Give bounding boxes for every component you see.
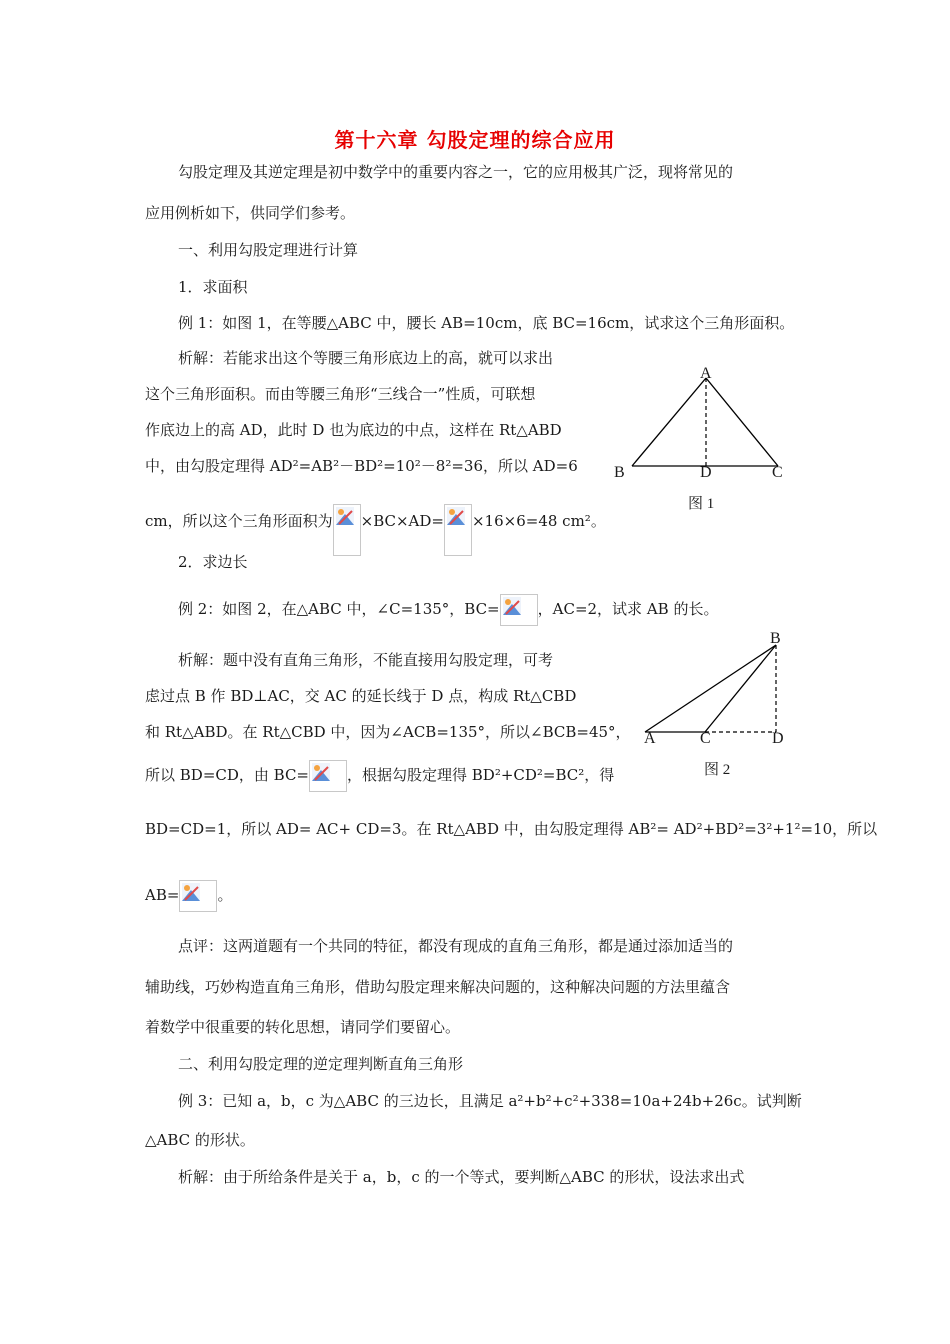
figure-1-point-d: D [700, 464, 712, 481]
example-2-analysis-line: BD=CD=1，所以 AD= AC+ CD=3。在 Rt△ABD 中，由勾股定理得 AB²= AD²+BD²=3²+1²=10，所以 [145, 820, 878, 838]
text-segment: ，根据勾股定理得 BD²+CD²=BC²，得 [347, 766, 615, 784]
text-segment: cm，所以这个三角形面积为 [145, 512, 333, 530]
example-2-analysis-line: 和 Rt△ABD。在 Rt△CBD 中，因为∠ACB=135°，所以∠BCB=45°， [145, 723, 631, 741]
page-title: 第十六章 勾股定理的综合应用 [334, 128, 616, 152]
subsection-1-heading: 1．求面积 [178, 278, 248, 296]
comment-line: 着数学中很重要的转化思想，请同学们要留心。 [145, 1018, 461, 1036]
figure-1-point-c: C [772, 464, 783, 481]
example-1-analysis-line: 作底边上的高 AD，此时 D 也为底边的中点，这样在 Rt△ABD [145, 421, 562, 439]
figure-1-point-a: A [700, 365, 712, 382]
example-3-text-line: 例 3：已知 a，b，c 为△ABC 的三边长，且满足 a²+b²+c²+338=10a+24b+26c。试判断 [178, 1092, 802, 1110]
text-segment: ×BC×AD= [360, 512, 444, 530]
example-1-analysis-line [145, 504, 606, 556]
segment-ac [706, 378, 778, 466]
example-3-text-line: △ABC 的形状。 [145, 1131, 255, 1149]
text-segment: 。 [217, 886, 233, 904]
figure-1-point-b: B [614, 464, 625, 481]
example-2-text [178, 594, 718, 626]
example-2-analysis-line [145, 880, 232, 912]
section-2-heading: 二、利用勾股定理的逆定理判断直角三角形 [178, 1055, 464, 1073]
formula-image-placeholder [333, 504, 361, 556]
figure-2-caption: 图 2 [704, 762, 731, 778]
text-segment: ×16×6=48 cm²。 [471, 512, 606, 530]
formula-image-placeholder [309, 760, 347, 792]
formula-image-placeholder [500, 594, 538, 626]
intro-line-1: 勾股定理及其逆定理是初中数学中的重要内容之一，它的应用极其广泛，现将常见的 [178, 163, 734, 181]
subsection-2-heading: 2．求边长 [178, 553, 248, 571]
section-1-heading: 一、利用勾股定理进行计算 [178, 241, 359, 259]
intro-line-2: 应用例析如下，供同学们参考。 [145, 204, 356, 222]
segment-cb [705, 645, 776, 732]
figure-2-point-d: D [772, 730, 784, 747]
figure-2-point-a: A [644, 730, 656, 747]
example-1-analysis-line: 析解：若能求出这个等腰三角形底边上的高，就可以求出 [178, 349, 554, 367]
example-3-analysis-line: 析解：由于所给条件是关于 a，b，c 的一个等式，要判断△ABC 的形状，设法求出式 [178, 1168, 745, 1186]
example-1-analysis-line: 中，由勾股定理得 AD²=AB²－BD²=10²－8²=36，所以 AD=6 [145, 457, 578, 475]
formula-image-placeholder [444, 504, 472, 556]
comment-line: 点评：这两道题有一个共同的特征，都没有现成的直角三角形，都是通过添加适当的 [178, 937, 734, 955]
comment-line: 辅助线，巧妙构造直角三角形，借助勾股定理来解决问题的，这种解决问题的方法里蕴含 [145, 978, 731, 996]
text-segment: 例 2：如图 2，在△ABC 中，∠C=135°，BC= [178, 600, 500, 618]
figure-2-point-b: B [770, 630, 781, 647]
figure-2-point-c: C [700, 730, 711, 747]
text-segment: AB= [145, 886, 180, 904]
segment-ab [632, 378, 706, 466]
example-2-analysis-line [145, 760, 614, 792]
example-1-text: 例 1：如图 1，在等腰△ABC 中，腰长 AB=10cm，底 BC=16cm，试求这个三角形面积。 [178, 314, 795, 332]
example-2-analysis-line: 虑过点 B 作 BD⊥AC，交 AC 的延长线于 D 点，构成 Rt△CBD [145, 687, 577, 705]
formula-image-placeholder [179, 880, 217, 912]
example-2-analysis-line: 析解：题中没有直角三角形，不能直接用勾股定理，可考 [178, 651, 554, 669]
text-segment: ，AC=2，试求 AB 的长。 [537, 600, 719, 618]
example-1-analysis-line: 这个三角形面积。而由等腰三角形“三线合一”性质，可联想 [145, 385, 536, 403]
segment-ab [645, 645, 776, 732]
figure-1-caption: 图 1 [688, 496, 715, 512]
text-segment: 所以 BD=CD，由 BC= [145, 766, 310, 784]
